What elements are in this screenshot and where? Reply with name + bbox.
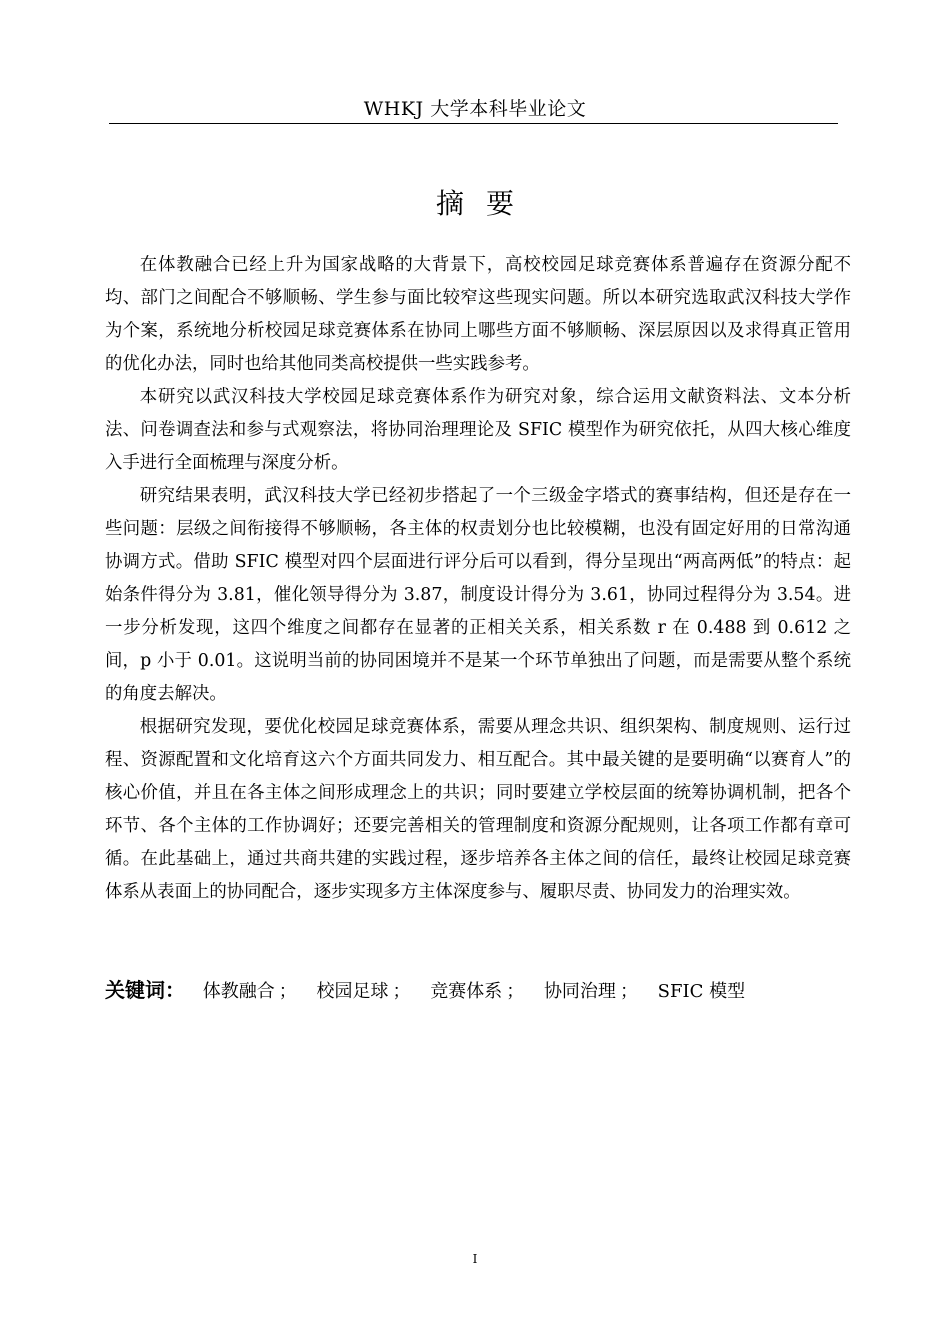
header-rule: [109, 123, 838, 124]
abstract-paragraph-3: 研究结果表明，武汉科技大学已经初步搭起了一个三级金字塔式的赛事结构，但还是存在一些问题：层级之间衔接得不够顺畅，各主体的权责划分也比较模糊，也没有固定好用的日常沟通协调方式。借助 SFIC 模型对四个层面进行评分后可以看到，得分呈现出“两高两低”的特点：起始条件得分为 3.81，催化领导得分为 3.87，制度设计得分为 3.61，协同过程得分为 3.54。进一步分析发现，这四个维度之间都存在显著的正相关关系，相关系数 r 在 0.488 到 0.612 之间，p 小于 0.01。这说明当前的协同困境并不是某一个环节单独出了问题，而是需要从整个系统的角度去解决。: [105, 486, 851, 704]
keyword-item: SFIC 模型: [657, 981, 746, 1002]
keyword-item: 协同治理: [543, 981, 616, 1002]
keyword-item: 体教融合: [202, 981, 275, 1002]
keyword-item: 竞赛体系: [430, 981, 503, 1002]
keywords-line: [105, 974, 845, 1003]
keyword-item: 校园足球: [316, 981, 389, 1002]
abstract-body: [105, 249, 851, 909]
abstract-heading: 摘要: [435, 187, 536, 220]
abstract-paragraph-4: 根据研究发现，要优化校园足球竞赛体系，需要从理念共识、组织架构、制度规则、运行过程、资源配置和文化培育这六个方面共同发力、相互配合。其中最关键的是要明确“以赛育人”的核心价值，并且在各主体之间形成理念上的共识；同时要建立学校层面的统筹协调机制，把各个环节、各个主体的工作协调好；还要完善相关的管理制度和资源分配规则，让各项工作都有章可循。在此基础上，通过共商共建的实践过程，逐步培养各主体之间的信任，最终让校园足球竞赛体系从表面上的协同配合，逐步实现多方主体深度参与、履职尽责、协同发力的治理实效。: [105, 717, 851, 902]
keywords-label: 关键词：: [105, 978, 185, 1002]
running-header-title: WHKJ 大学本科毕业论文: [363, 98, 587, 120]
keyword-separator: ；: [278, 981, 297, 1002]
keyword-separator: ；: [619, 981, 638, 1002]
keyword-separator: ；: [392, 981, 411, 1002]
abstract-paragraph-1: 在体教融合已经上升为国家战略的大背景下，高校校园足球竞赛体系普遍存在资源分配不均、部门之间配合不够顺畅、学生参与面比较窄这些现实问题。所以本研究选取武汉科技大学作为个案，系统地分析校园足球竞赛体系在协同上哪些方面不够顺畅、深层原因以及求得真正管用的优化办法，同时也给其他同类高校提供一些实践参考。: [105, 255, 851, 374]
abstract-paragraph-2: 本研究以武汉科技大学校园足球竞赛体系作为研究对象，综合运用文献资料法、文本分析法、问卷调查法和参与式观察法，将协同治理理论及 SFIC 模型作为研究依托，从四大核心维度入手进行全面梳理与深度分析。: [105, 387, 851, 473]
keyword-separator: ；: [506, 981, 525, 1002]
page-number: I: [472, 1252, 478, 1266]
